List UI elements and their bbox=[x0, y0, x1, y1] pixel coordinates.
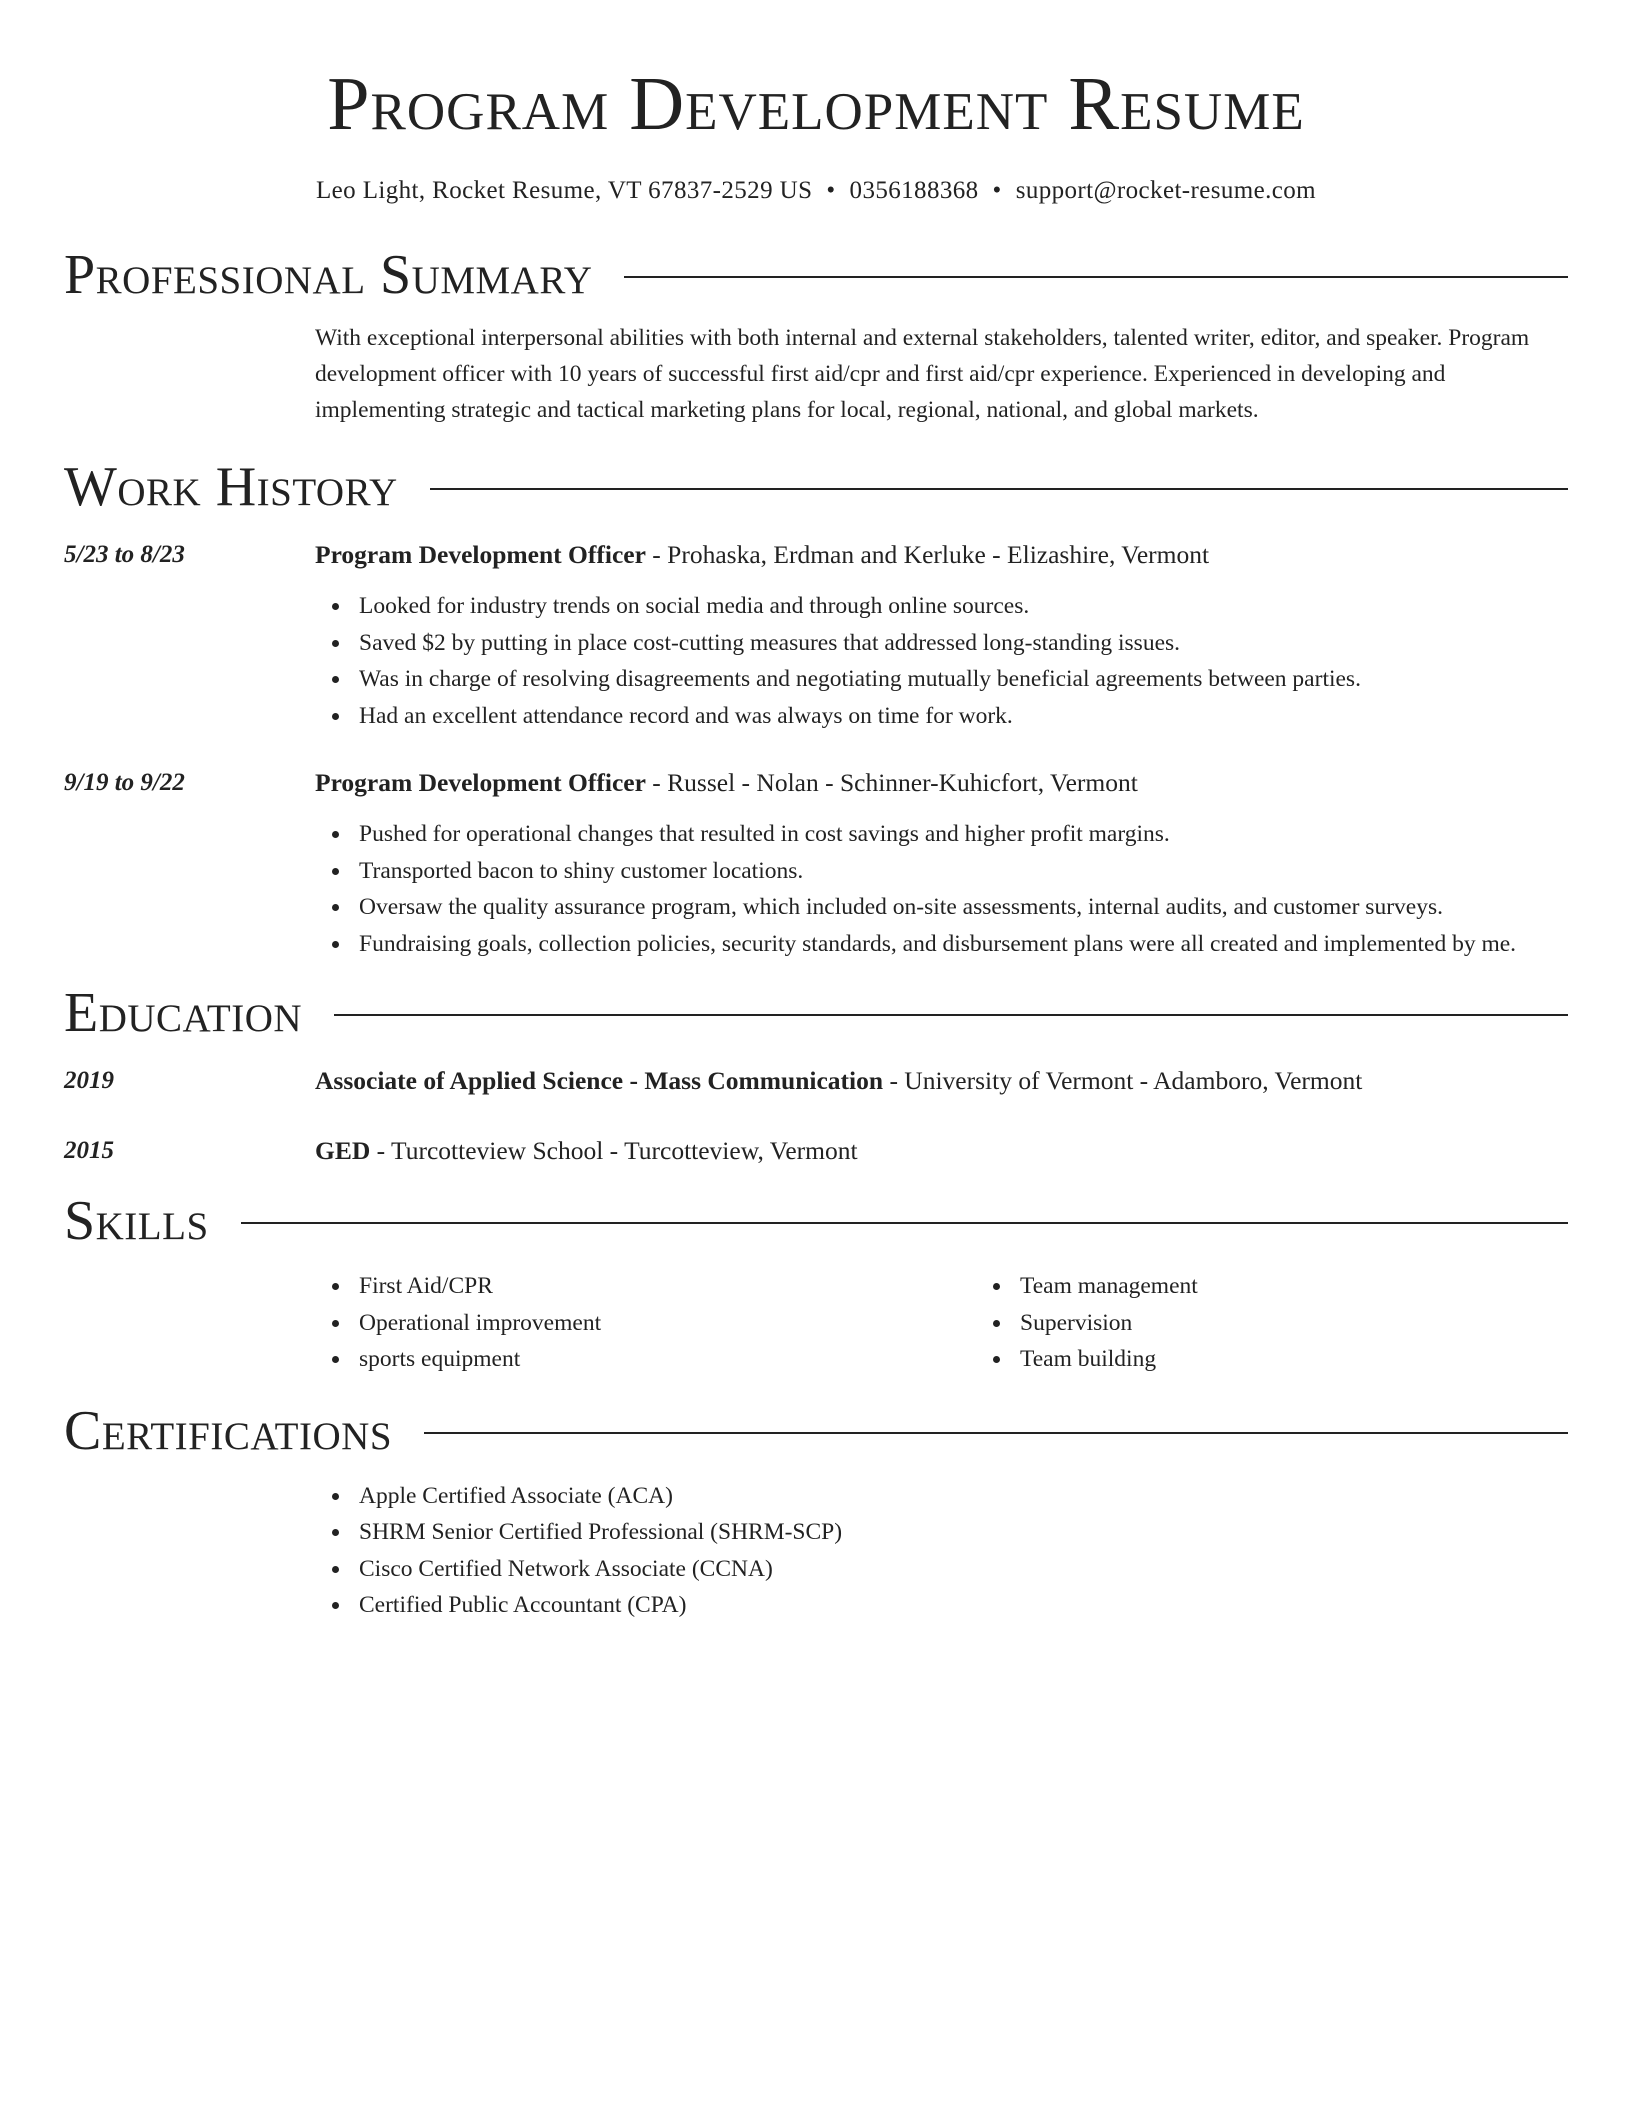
section-header bbox=[64, 452, 1568, 522]
job-title: Program Development Officer bbox=[315, 540, 646, 569]
list-item: Apple Certified Associate (ACA) bbox=[359, 1478, 1568, 1515]
list-item: Saved $2 by putting in place cost-cutting measures that addressed long-standing issues. bbox=[359, 625, 1568, 662]
job-duties bbox=[315, 816, 1568, 962]
section-divider bbox=[424, 1432, 1568, 1434]
summary-row bbox=[64, 320, 1568, 428]
section-divider bbox=[334, 1014, 1568, 1016]
education-body bbox=[315, 1064, 1568, 1098]
contact-separator: • bbox=[826, 177, 836, 204]
education-degree: GED bbox=[315, 1136, 371, 1165]
job-company: - Prohaska, Erdman and Kerluke - Elizashire, Vermont bbox=[645, 540, 1210, 569]
education-year: 2019 bbox=[64, 1067, 114, 1094]
list-item: Fundraising goals, collection policies, security standards, and disbursement plans were all created and implemented by me. bbox=[359, 926, 1568, 963]
section-title: Work History bbox=[64, 456, 398, 518]
education-body bbox=[315, 1134, 1568, 1168]
education-heading bbox=[315, 1134, 1568, 1168]
job-heading bbox=[315, 538, 1568, 572]
job-dates: 5/23 to 8/23 bbox=[64, 541, 185, 568]
education-section bbox=[64, 978, 1568, 1168]
job-company: - Russel - Nolan - Schinner-Kuhicfort, Vermont bbox=[645, 768, 1138, 797]
list-item: Had an excellent attendance record and was always on time for work. bbox=[359, 698, 1568, 735]
job-entry bbox=[64, 766, 1568, 962]
certifications-section bbox=[64, 1396, 1568, 1624]
section-header bbox=[64, 240, 1568, 310]
skills-list-left bbox=[315, 1268, 976, 1378]
list-item: Team management bbox=[1020, 1268, 1632, 1305]
summary-body bbox=[315, 320, 1568, 428]
section-title: Professional Summary bbox=[64, 244, 593, 306]
certifications-list bbox=[315, 1478, 1568, 1624]
work-section bbox=[64, 452, 1568, 962]
contact-line bbox=[64, 174, 1568, 208]
contact-phone: 0356188368 bbox=[849, 177, 979, 204]
section-title: Education bbox=[64, 982, 303, 1044]
section-header bbox=[64, 1186, 1568, 1256]
list-item: Was in charge of resolving disagreements and negotiating mutually beneficial agreements between parties. bbox=[359, 661, 1568, 698]
certifications-body bbox=[315, 1478, 1568, 1624]
list-item: SHRM Senior Certified Professional (SHRM-SCP) bbox=[359, 1514, 1568, 1551]
list-item: Looked for industry trends on social media and through online sources. bbox=[359, 588, 1568, 625]
skills-row bbox=[64, 1268, 1568, 1378]
job-dates: 9/19 to 9/22 bbox=[64, 769, 185, 796]
list-item: First Aid/CPR bbox=[359, 1268, 976, 1305]
job-body bbox=[315, 538, 1568, 734]
list-item: Team building bbox=[1020, 1341, 1632, 1378]
skills-spacer bbox=[64, 1268, 315, 1378]
skills-section bbox=[64, 1186, 1568, 1378]
contact-separator: • bbox=[992, 177, 1002, 204]
summary-spacer bbox=[64, 320, 315, 428]
education-entry bbox=[64, 1134, 1568, 1168]
list-item: Operational improvement bbox=[359, 1305, 976, 1342]
skills-grid bbox=[315, 1268, 1632, 1378]
education-heading bbox=[315, 1064, 1568, 1098]
section-divider bbox=[624, 276, 1568, 278]
section-divider bbox=[430, 488, 1568, 490]
education-entry bbox=[64, 1064, 1568, 1098]
contact-address: Leo Light, Rocket Resume, VT 67837-2529 US bbox=[316, 177, 813, 204]
list-item: sports equipment bbox=[359, 1341, 976, 1378]
section-header bbox=[64, 978, 1568, 1048]
education-school: - University of Vermont - Adamboro, Vermont bbox=[883, 1066, 1363, 1095]
certifications-row bbox=[64, 1478, 1568, 1624]
job-title: Program Development Officer bbox=[315, 768, 646, 797]
education-school: - Turcotteview School - Turcotteview, Vermont bbox=[370, 1136, 858, 1165]
resume-title: Program Development Resume bbox=[327, 62, 1305, 146]
list-item: Transported bacon to shiny customer locations. bbox=[359, 853, 1568, 890]
list-item: Certified Public Accountant (CPA) bbox=[359, 1587, 1568, 1624]
education-year: 2015 bbox=[64, 1137, 114, 1164]
section-divider bbox=[241, 1222, 1568, 1224]
section-title: Skills bbox=[64, 1190, 209, 1252]
job-body bbox=[315, 766, 1568, 962]
list-item: Cisco Certified Network Associate (CCNA) bbox=[359, 1551, 1568, 1588]
list-item: Supervision bbox=[1020, 1305, 1632, 1342]
section-title: Certifications bbox=[64, 1399, 393, 1462]
job-duties bbox=[315, 588, 1568, 734]
job-entry bbox=[64, 538, 1568, 734]
list-item: Oversaw the quality assurance program, which included on-site assessments, internal audits, and customer surveys. bbox=[359, 889, 1568, 926]
list-item: Pushed for operational changes that resulted in cost savings and higher profit margins. bbox=[359, 816, 1568, 853]
summary-text: With exceptional interpersonal abilities with both internal and external stakeholders, talented writer, editor, and speaker. Program development officer with 10 years of successful first aid/cpr and first aid/cpr experience. Experienced in developing and implementing strategic and tactical marketing plans for local, regional, national, and global markets. bbox=[315, 325, 1530, 423]
certifications-spacer bbox=[64, 1478, 315, 1624]
section-header bbox=[64, 1396, 1568, 1466]
summary-section bbox=[64, 240, 1568, 428]
skills-list-right bbox=[976, 1268, 1632, 1378]
contact-email: support@rocket-resume.com bbox=[1015, 177, 1316, 204]
education-degree: Associate of Applied Science - Mass Communication bbox=[315, 1066, 884, 1095]
job-heading bbox=[315, 766, 1568, 800]
